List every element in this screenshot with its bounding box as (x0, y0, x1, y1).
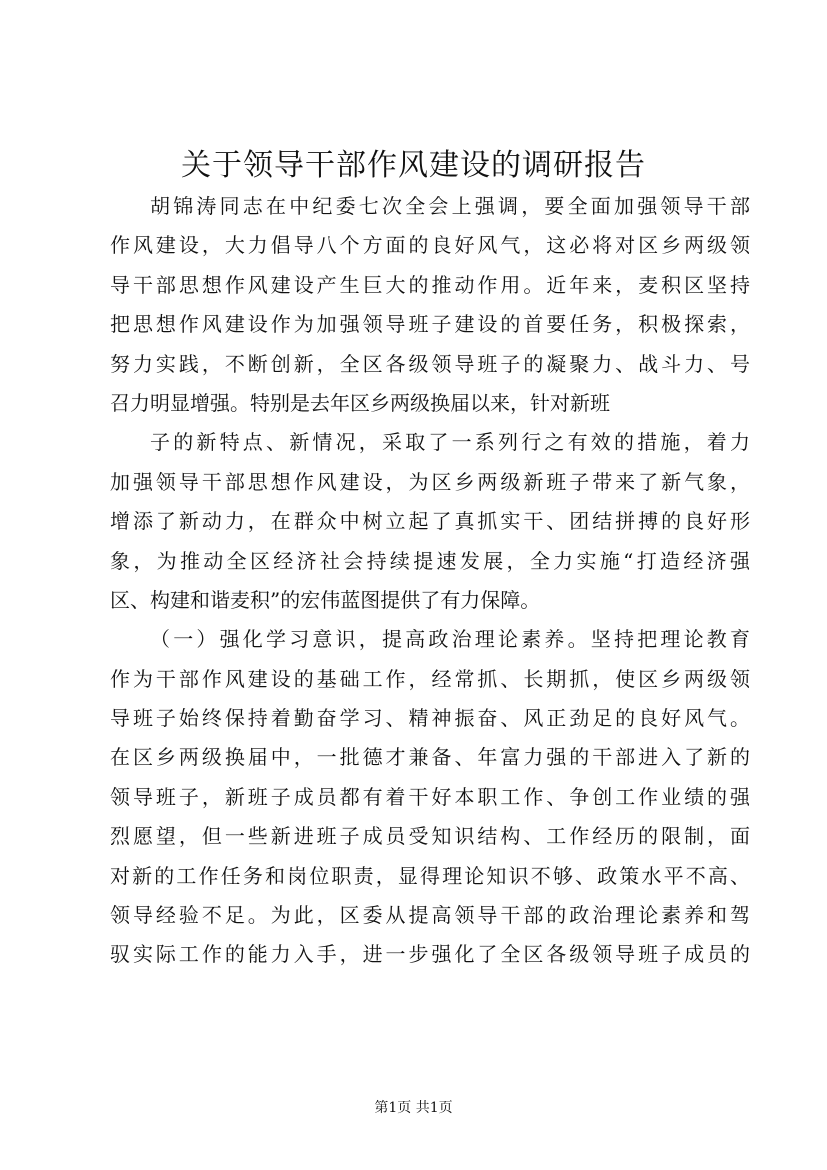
text-line: 子的新特点、新情况，采取了一系列行之有效的措施，着力 (150, 430, 750, 455)
text-line: 领导班子，新班子成员都有着干好本职工作、争创工作业绩的强 (110, 784, 750, 809)
text-line: 对新的工作任务和岗位职责，显得理论知识不够、政策水平不高、 (110, 863, 750, 888)
text-line: 烈愿望，但一些新进班子成员受知识结构、工作经历的限制，面 (110, 824, 750, 849)
text-line: （一）强化学习意识，提高政治理论素养。坚持把理论教育 (150, 627, 750, 652)
text-line: 象，为推动全区经济社会持续提速发展，全力实施“打造经济强 (110, 548, 750, 573)
text-line: 领导经验不足。为此，区委从提高领导干部的政治理论素养和驾 (110, 903, 750, 928)
text-line: 增添了新动力，在群众中树立起了真抓实干、团结拼搏的良好形 (110, 509, 750, 534)
text-line: 区、构建和谐麦积”的宏伟蓝图提供了有力保障。 (110, 587, 541, 612)
text-line: 努力实践，不断创新，全区各级领导班子的凝聚力、战斗力、号 (110, 351, 750, 376)
text-line: 加强领导干部思想作风建设，为区乡两级新班子带来了新气象， (110, 469, 750, 494)
text-line: 把思想作风建设作为加强领导班子建设的首要任务，积极探索， (110, 312, 750, 337)
text-line: 作为干部作风建设的基础工作，经常抓、长期抓，使区乡两级领 (110, 666, 750, 691)
text-line: 作风建设，大力倡导八个方面的良好风气，这必将对区乡两级领 (110, 233, 750, 258)
page-footer: 第1页 共1页 (374, 1100, 453, 1116)
text-line: 导干部思想作风建设产生巨大的推动作用。近年来，麦积区坚持 (110, 272, 750, 297)
document-title: 关于领导干部作风建设的调研报告 (181, 148, 646, 183)
text-line: 召力明显增强。特别是去年区乡两级换届以来，针对新班 (110, 390, 610, 415)
text-line: 驭实际工作的能力入手，进一步强化了全区各级领导班子成员的 (110, 942, 750, 967)
document-body (110, 187, 750, 975)
text-line: 胡锦涛同志在中纪委七次全会上强调，要全面加强领导干部 (150, 194, 750, 218)
text-line: 在区乡两级换届中，一批德才兼备、年富力强的干部进入了新的 (110, 745, 750, 770)
text-line: 导班子始终保持着勤奋学习、精神振奋、风正劲足的良好风气。 (110, 706, 750, 731)
